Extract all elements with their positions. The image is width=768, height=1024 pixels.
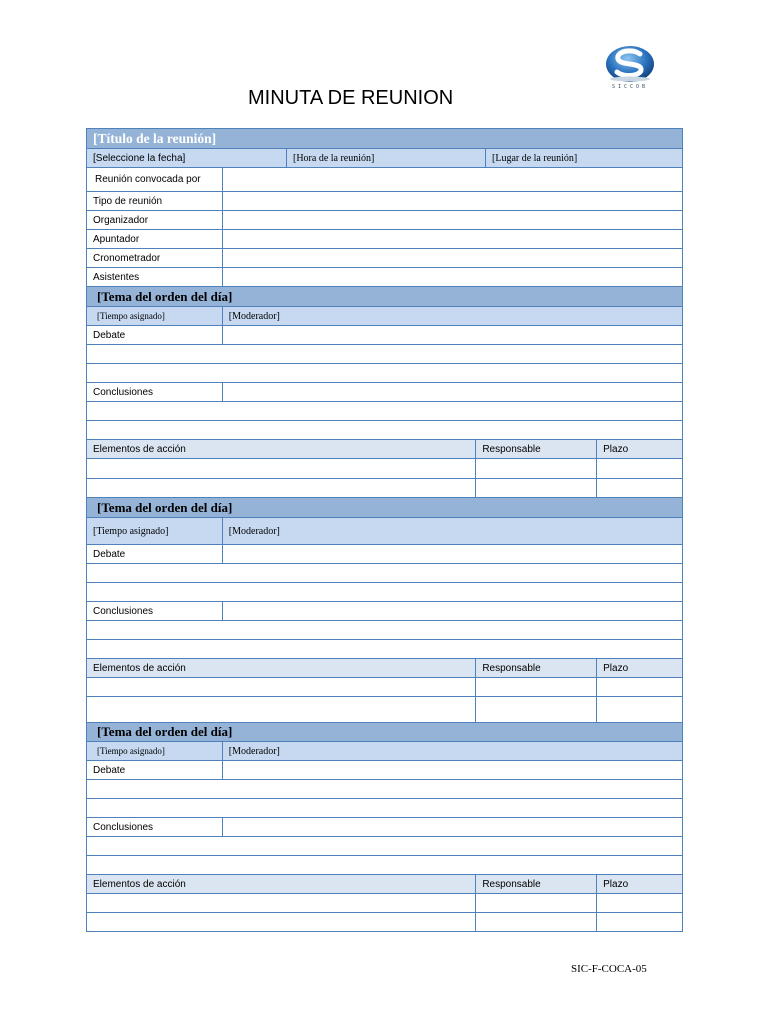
conclusions-row [87,602,682,621]
blank-row[interactable] [87,640,682,659]
debate-field[interactable] [222,545,682,563]
field-label: Tipo de reunión [93,195,163,207]
document-title: MINUTA DE REUNION [248,87,454,109]
field-value[interactable] [222,192,682,210]
deadline-label: Plazo [596,440,682,458]
topic-meta-row [87,518,682,545]
topic-header [87,287,682,307]
deadline-label: Plazo [596,659,682,677]
debate-label: Debate [93,764,126,776]
conclusions-field[interactable] [222,818,682,836]
conclusions-label: Conclusiones [93,605,154,617]
moderator[interactable]: [Moderador] [222,742,682,760]
deadline-field[interactable] [596,697,682,722]
action-items-header [87,440,682,459]
field-row [87,268,682,287]
meeting-minutes-form [86,128,683,932]
time-assigned[interactable]: [Tiempo asignado] [93,525,169,537]
blank-row[interactable] [87,837,682,856]
blank-row[interactable] [87,402,682,421]
debate-label: Debate [93,329,126,341]
field-row [87,249,682,268]
conclusions-label: Conclusiones [93,386,154,398]
blank-row[interactable] [87,799,682,818]
debate-row [87,545,682,564]
moderator[interactable]: [Moderador] [222,518,682,544]
responsible-field[interactable] [475,894,596,912]
field-row [87,211,682,230]
blank-row[interactable] [87,564,682,583]
field-value[interactable] [222,268,682,286]
field-label: Asistentes [93,271,140,283]
field-label: Organizador [93,214,149,226]
deadline-field[interactable] [596,479,682,497]
action-item-field[interactable] [87,913,475,931]
field-value[interactable] [222,168,682,191]
conclusions-row [87,818,682,837]
responsible-field[interactable] [475,913,596,931]
blank-row[interactable] [87,583,682,602]
meeting-title[interactable]: [Título de la reunión] [93,130,217,146]
responsible-field[interactable] [475,459,596,478]
blank-row[interactable] [87,856,682,875]
topic-title[interactable]: [Tema del orden del día] [97,724,233,739]
deadline-field[interactable] [596,459,682,478]
action-items-header [87,875,682,894]
moderator[interactable]: [Moderador] [222,307,682,325]
action-items-label: Elementos de acción [93,878,186,890]
responsible-field[interactable] [475,678,596,696]
blank-row[interactable] [87,345,682,364]
action-item-row [87,894,682,913]
logo-wordmark: SICCOB [611,84,649,90]
action-item-field[interactable] [87,459,475,478]
topic-title[interactable]: [Tema del orden del día] [97,288,233,304]
topic-header [87,723,682,742]
conclusions-label: Conclusiones [93,821,154,833]
action-item-row [87,479,682,498]
blank-row[interactable] [87,364,682,383]
field-value[interactable] [222,211,682,229]
field-value[interactable] [222,249,682,267]
debate-label: Debate [93,548,126,560]
meeting-date[interactable]: [Seleccione la fecha] [93,152,186,164]
deadline-field[interactable] [596,678,682,696]
field-value[interactable] [222,230,682,248]
action-item-field[interactable] [87,894,475,912]
deadline-label: Plazo [596,875,682,893]
topic-meta-row [87,307,682,326]
blank-row[interactable] [87,621,682,640]
topic-meta-row [87,742,682,761]
action-item-row [87,459,682,479]
conclusions-field[interactable] [222,383,682,401]
blank-row[interactable] [87,421,682,440]
responsible-label: Responsable [475,875,596,893]
action-item-row [87,913,682,932]
field-row [87,230,682,249]
debate-field[interactable] [222,326,682,344]
meeting-details-row [87,149,682,168]
action-item-row [87,678,682,697]
action-item-field[interactable] [87,479,475,497]
deadline-field[interactable] [596,894,682,912]
responsible-field[interactable] [475,697,596,722]
responsible-label: Responsable [475,659,596,677]
conclusions-row [87,383,682,402]
deadline-field[interactable] [596,913,682,931]
time-assigned[interactable]: [Tiempo asignado] [97,746,165,756]
action-item-field[interactable] [87,697,475,722]
action-items-label: Elementos de acción [93,662,186,674]
meeting-place[interactable]: [Lugar de la reunión] [485,149,682,167]
responsible-label: Responsable [475,440,596,458]
meeting-title-row [87,129,682,149]
debate-field[interactable] [222,761,682,779]
debate-row [87,326,682,345]
action-item-row [87,697,682,723]
meeting-time[interactable]: [Hora de la reunión] [286,149,485,167]
action-items-header [87,659,682,678]
form-code: SIC-F-COCA-05 [571,963,647,975]
action-items-label: Elementos de acción [93,443,186,455]
debate-row [87,761,682,780]
topic-header [87,498,682,518]
field-label: Cronometrador [93,252,161,264]
field-row [87,192,682,211]
field-row [87,168,682,192]
action-item-field[interactable] [87,678,475,696]
responsible-field[interactable] [475,479,596,497]
conclusions-field[interactable] [222,602,682,620]
blank-row[interactable] [87,780,682,799]
time-assigned[interactable]: [Tiempo asignado] [97,311,165,321]
topic-title[interactable]: [Tema del orden del día] [97,499,233,515]
field-label: Apuntador [93,233,140,245]
field-label: Reunión convocada por [95,174,201,185]
